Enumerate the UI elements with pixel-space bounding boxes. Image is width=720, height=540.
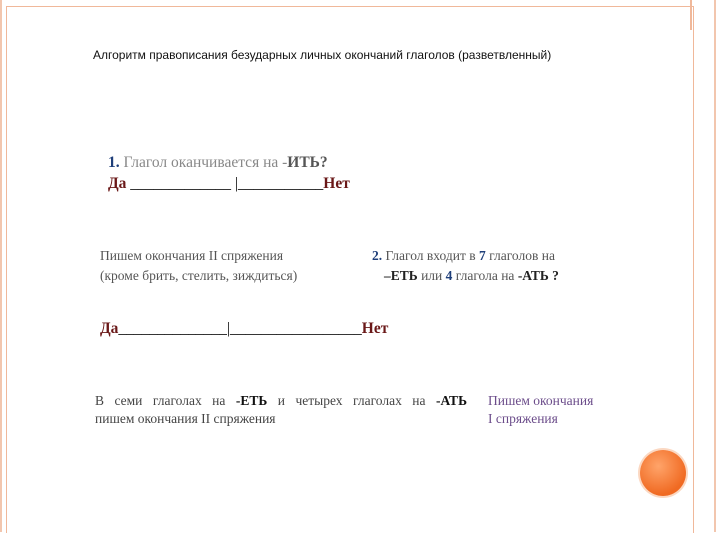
question-1-text: Глагол оканчивается на - (119, 154, 288, 171)
answer-yes-1 (100, 246, 297, 286)
decorative-circle (640, 450, 686, 496)
question-1-number: 1. (108, 154, 120, 171)
question-2-count7: 7 (479, 248, 486, 263)
answer-no-2-line1: Пишем окончания (488, 393, 594, 408)
question-2-keyword1: –ЕТЬ (384, 268, 418, 283)
answer-yes-2-text2: и четырех глаголах на (267, 393, 436, 408)
answer-no-2-line2: I спряжения (488, 411, 558, 426)
branch-1-yes: Да (108, 175, 127, 192)
question-1-branch (108, 173, 350, 194)
branch-2-no: Нет (361, 320, 389, 337)
answer-yes-1-line2: (кроме брить, стелить, зиждиться) (100, 268, 298, 283)
answer-yes-2-keyword1: -ЕТЬ (235, 393, 268, 408)
question-1-line (108, 152, 350, 173)
question-2-line1 (372, 246, 559, 266)
question-2-number: 2. (372, 248, 383, 263)
branch-2-lines: ______________|_________________ (118, 320, 362, 337)
branch-1-no: Нет (323, 175, 350, 192)
answer-yes-2-line1 (95, 392, 467, 410)
question-2-branch (100, 320, 388, 338)
question-2-count4: 4 (445, 268, 453, 283)
question-2-text2: глаголов на (485, 248, 555, 263)
question-2 (372, 246, 559, 286)
question-2-text3: или (417, 268, 446, 283)
decorative-line (690, 0, 692, 30)
answer-no-2 (488, 392, 593, 428)
answer-yes-2 (95, 392, 467, 428)
question-2-text1: Глагол входит в (382, 248, 479, 263)
answer-yes-2-text1: В семи глаголах на (95, 393, 236, 408)
slide-title: Алгоритм правописания безударных личных окончаний глаголов (разветвленный) (93, 48, 552, 62)
answer-yes-1-line1: Пишем окончания II спряжения (100, 248, 284, 263)
question-1-keyword: ИТЬ? (287, 154, 328, 171)
question-2-keyword2: -АТЬ ? (517, 268, 559, 283)
question-2-text4: глагола на (452, 268, 518, 283)
question-1 (108, 152, 350, 194)
question-2-line2 (372, 266, 559, 286)
branch-2-yes: Да (100, 320, 119, 337)
answer-yes-2-line2: пишем окончания II спряжения (95, 411, 276, 426)
answer-yes-2-keyword2: -АТЬ (436, 393, 467, 408)
branch-1-lines: _____________ |___________ (126, 175, 324, 192)
